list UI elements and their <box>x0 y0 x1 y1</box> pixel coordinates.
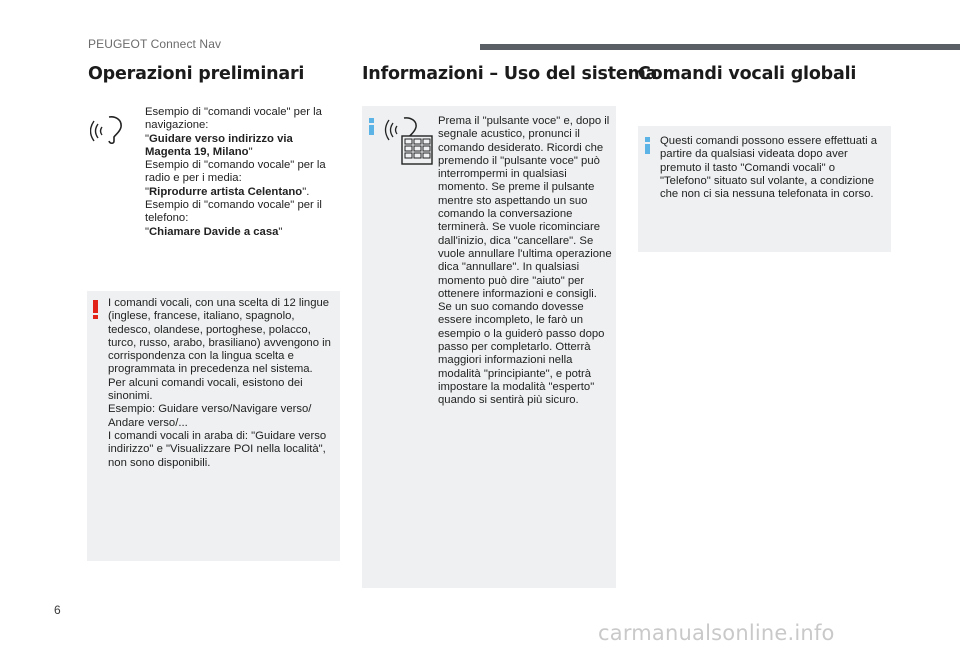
warning-icon <box>93 300 98 319</box>
example-phone-intro: Esempio di "comando vocale" per il telefono: <box>145 199 322 225</box>
site-watermark: carmanualsonline.info <box>598 621 835 645</box>
info-box-global <box>638 126 891 252</box>
example-nav-intro: Esempio di "comandi vocale" per la navigazione: <box>145 106 322 132</box>
example-nav-command: "Guidare verso indirizzo via Magenta 19, Milano" <box>145 132 293 158</box>
info-icon <box>645 137 650 154</box>
warning-example: Esempio: Guidare verso/Navigare verso/ Andare verso/... <box>108 403 312 429</box>
voice-command-icon <box>90 113 126 147</box>
warning-synonyms: Per alcuni comandi vocali, esistono dei sinonimi. <box>108 376 303 403</box>
page-number: 6 <box>54 603 61 617</box>
section-title-informazioni: Informazioni – Uso del sistema <box>362 64 658 84</box>
voice-keypad-icon <box>384 114 434 166</box>
global-commands-text: Questi comandi possono essere effettuati a partire da qualsiasi videata dopo aver premuto il tasto "Comandi vocali" o "Telefono" situato sul volante, a condizione che non ci sia nessuna telefonata in corso. <box>660 135 878 201</box>
example-phone-command: "Chiamare Davide a casa" <box>145 225 283 238</box>
warning-box <box>87 291 340 561</box>
warning-arabic: I comandi vocali in araba di: "Guidare verso indirizzo" e "Visualizzare POI nella località", non sono disponibili. <box>108 429 327 469</box>
section-title-operazioni: Operazioni preliminari <box>88 64 305 84</box>
section-title-comandi-globali: Comandi vocali globali <box>638 64 857 84</box>
example-media-command: "Riprodurre artista Celentano". <box>145 185 310 198</box>
warning-languages: I comandi vocali, con una scelta di 12 lingue (inglese, francese, italiano, spagnolo, tedesco, olandese, portoghese, polacco, turco, russo, arabo, brasiliano) avvengono in corrispondenza con la lingua scelta e programmata in precedenza nel sistema. <box>108 297 331 376</box>
voice-examples <box>145 106 335 239</box>
info-icon <box>369 118 374 135</box>
warning-text <box>108 297 336 470</box>
example-media-intro: Esempio di "comando vocale" per la radio e per i media: <box>145 159 326 185</box>
info-box-system <box>362 106 616 588</box>
system-usage-text: Prema il "pulsante voce" e, dopo il segnale acustico, pronunci il comando desiderato. Ricordi che premendo il "pulsante voce" può interrompermi in qualsiasi momento. Se preme il pulsante mentre sto aspettando un suo comando la conversazione terminerà. Se vuole ricominciare dall'inizio, dica "cancellare". Se vuole annullare l'ultima operazione dica "annullare". In qualsiasi momento può dire "aiuto" per ottenere informazioni e consigli. Se un suo comando dovesse essere incompleto, le farò un esempio o la guiderò passo dopo passo per completarlo. Otterrà maggiori informazioni nella modalità "principiante", e potrà impostare la modalità "esperto" quando si sentirà più sicuro. <box>438 115 612 407</box>
running-header: PEUGEOT Connect Nav <box>88 37 222 51</box>
header-bar <box>480 44 960 50</box>
